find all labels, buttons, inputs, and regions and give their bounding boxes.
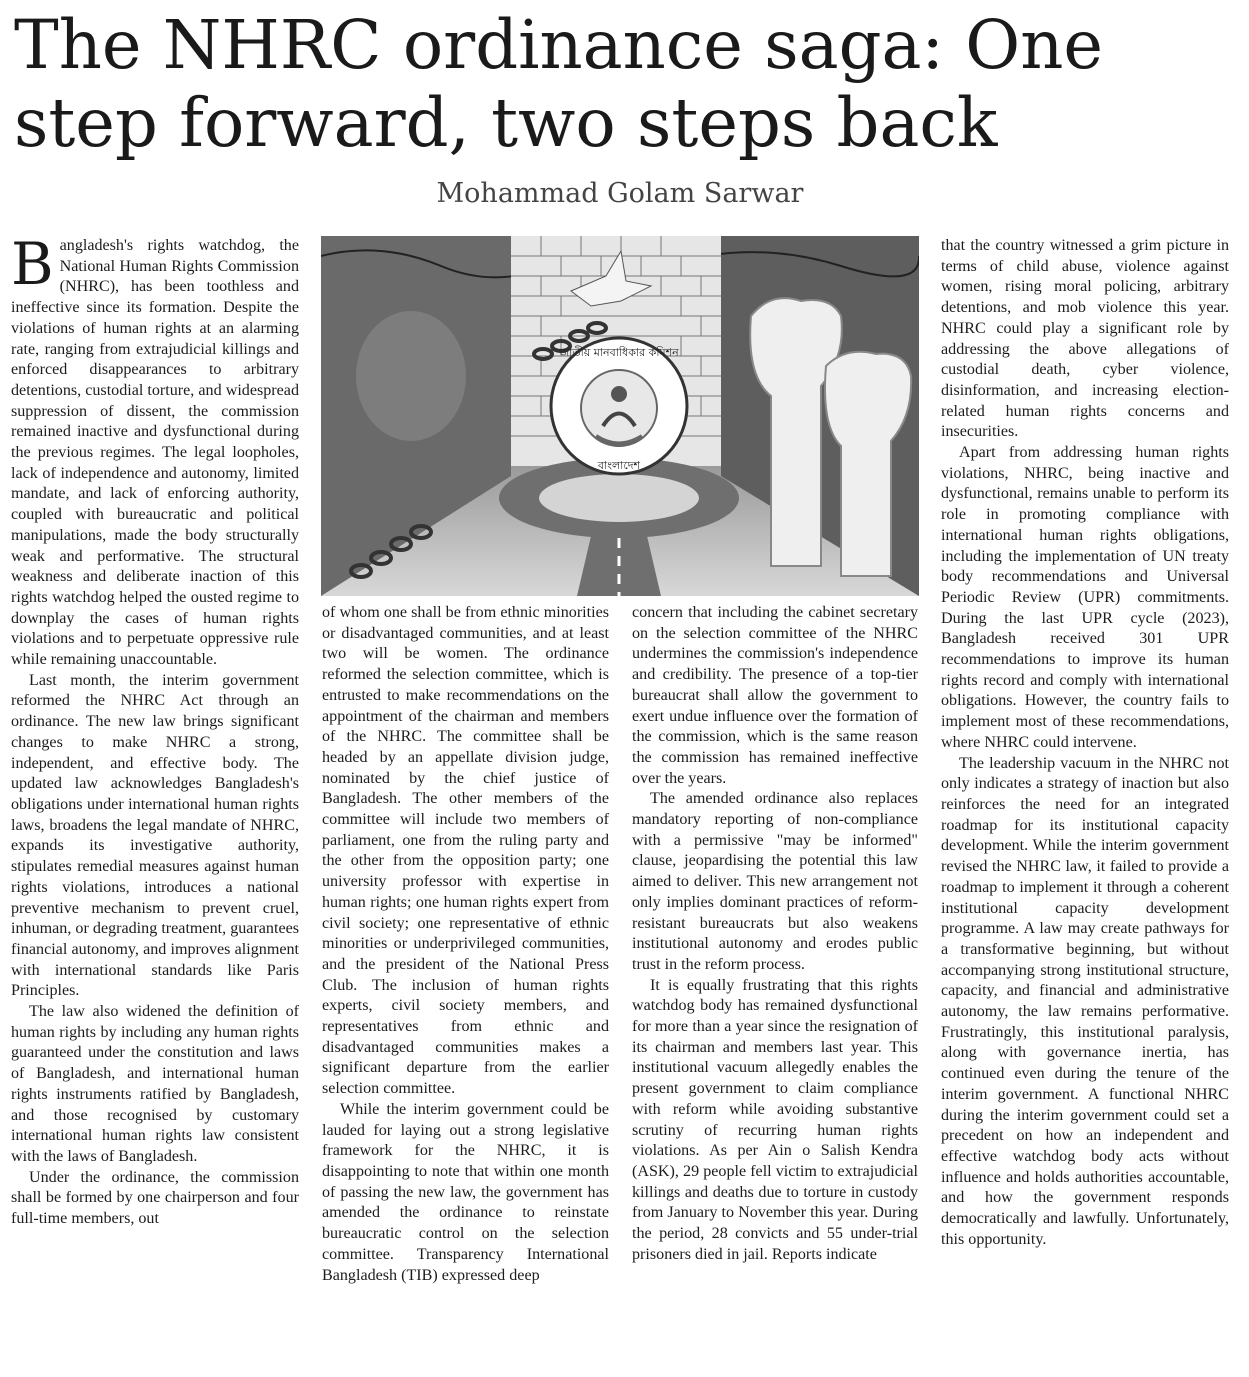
- paragraph: Under the ordinance, the commission shall be formed by one chairperson and four full-time members, out: [11, 1168, 299, 1228]
- paragraph: Apart from addressing human rights violations, NHRC, being inactive and dysfunctional, remains unable to perform its role in promoting compliance with international human rights obligations, including the implementation of UN treaty body recommendations and Universal Periodic Review (UPR) commitments. During the last UPR cycle (2023), Bangladesh received 301 UPR recommendations to improve its human rights record and comply with international obligations. However, the country fails to implement most of these recommendations, where NHRC could intervene.: [941, 444, 1229, 751]
- article-column-4: [941, 236, 1229, 1250]
- paragraph-text: angladesh's rights watchdog, the National Human Rights Commission (NHRC), has been toothless and ineffective since its formation. Despite the violations of human rights at an alarming rate, ranging from extrajudicial killings and enforced disappearances to arbitrary detentions, custodial torture, and widespread suppression of dissent, the commission remained inactive and dysfunctional during the previous regimes. The legal loopholes, lack of independence and autonomy, limited mandate, and lack of enforcing authority, coupled with bureaucratic and political manipulations, made the body structurally weak and performative. The structural weakness and deliberate inaction of this rights watchdog helped the ousted regime to downplay the cases of human rights violations and to perpetuate oppressive rule while remaining unaccountable.: [11, 237, 299, 669]
- paragraph: Last month, the interim government reformed the NHRC Act through an ordinance. The new law brings significant changes to make NHRC a strong, independent, and effective body. The updated law acknowledges Bangladesh's obligations under international human rights laws, broadens the legal mandate of NHRC, expands its investigative authority, stipulates remedial measures against human rights violations, introduces a national preventive mechanism to prevent cruel, inhuman, or degrading treatment, guarantees financial autonomy, and improves alignment with international standards like Paris Principles.: [11, 671, 299, 1000]
- paragraph: that the country witnessed a grim picture in terms of child abuse, violence against women, rising moral policing, arbitrary detentions, and mob violence this year. NHRC could play a significant role by addressing the above allegations of custodial death, cyber violence, disinformation, and increasing election-related human rights concerns and insecurities.: [941, 237, 1229, 441]
- byline: Mohammad Golam Sarwar: [436, 178, 804, 209]
- paragraph: The law also widened the definition of human rights by including any human rights guaranteed under the constitution and laws of Bangladesh, and international human rights instruments ratified by Bangladesh, and those recognised by customary international human rights law consistent with the laws of Bangladesh.: [11, 1003, 299, 1165]
- paragraph: concern that including the cabinet secretary on the selection committee of the NHRC undermines the commission's independence and credibility. The presence of a top-tier bureaucrat shall allow the government to exert undue influence over the formation of the commission, which is the same reason the commission has remained ineffective over the years.: [632, 604, 918, 787]
- seal-top-text: জাতীয় মানবাধিকার কমিশন: [559, 346, 679, 359]
- paragraph: [11, 230, 299, 671]
- paragraph: of whom one shall be from ethnic minorities or disadvantaged communities, and at least two will be women. The ordinance reformed the selection committee, which is entrusted to make recommendations on the appointment of the chairman and members of the NHRC. The committee shall be headed by an appellate division judge, nominated by the chief justice of Bangladesh. The other members of the committee will include two members of parliament, one from the ruling party and the other from the opposition party; one university professor with expertise in human rights; one human rights expert from civil society; one representative of ethnic minorities or underprivileged communities, and the president of the National Press Club. The inclusion of human rights experts, civil society members, and representatives from ethnic and disadvantaged communities makes a significant departure from the earlier selection committee.: [322, 604, 609, 1098]
- drop-cap: B: [11, 230, 54, 298]
- nhrc-seal: [551, 338, 687, 474]
- article-column-3: [632, 603, 918, 1266]
- paragraph: It is equally frustrating that this rights watchdog body has remained dysfunctional for more than a year since the resignation of its chairman and members last year. This institutional vacuum allegedly enables the present government to claim compliance with reform while avoiding substantive scrutiny of recurring human rights violations. As per Ain o Salish Kendra (ASK), 29 people fell victim to extrajudicial killings and deaths due to torture in custody from January to November this year. During the period, 28 convicts and 55 under-trial prisoners died in jail. Reports indicate: [632, 976, 918, 1263]
- article-column-2: [322, 603, 609, 1286]
- article-illustration: [321, 236, 919, 596]
- article-column-1: [11, 230, 299, 1230]
- headline: The NHRC ordinance saga: One step forward, two steps back: [14, 6, 1104, 162]
- paragraph: The leadership vacuum in the NHRC not only indicates a strategy of inaction but also reinforces the need for an integrated roadmap for its institutional capacity development. While the interim government revised the NHRC law, it failed to provide a roadmap to implement it through a coherent institutional capacity development programme. A law may create pathways for a transformative beginning, but without accompanying strong institutional structure, capacity, and financial and administrative autonomy, the law remains performative. Frustratingly, this institutional paralysis, along with governance inertia, has continued even during the tenure of the interim government. A functional NHRC during the interim government could set a precedent on how an independent and effective watchdog body acts without influence and holds authorities accountable, and how the government responds democratically and lawfully. Unfortunately, this opportunity.: [941, 754, 1229, 1248]
- seal-bottom-text: বাংলাদেশ: [597, 459, 641, 472]
- paragraph: The amended ordinance also replaces mandatory reporting of non-compliance with a permissive "may be informed" clause, jeopardising the potential this law aimed to deliver. This new arrangement not only implies dominant practices of reform-resistant bureaucrats but also weakens institutional autonomy and erodes public trust in the reform process.: [632, 790, 918, 973]
- paragraph: While the interim government could be lauded for laying out a strong legislative framework for the NHRC, it is disappointing to note that within one month of passing the new law, the government has amended the ordinance to reinstate bureaucratic control on the selection committee. Transparency International Bangladesh (TIB) expressed deep: [322, 1100, 609, 1284]
